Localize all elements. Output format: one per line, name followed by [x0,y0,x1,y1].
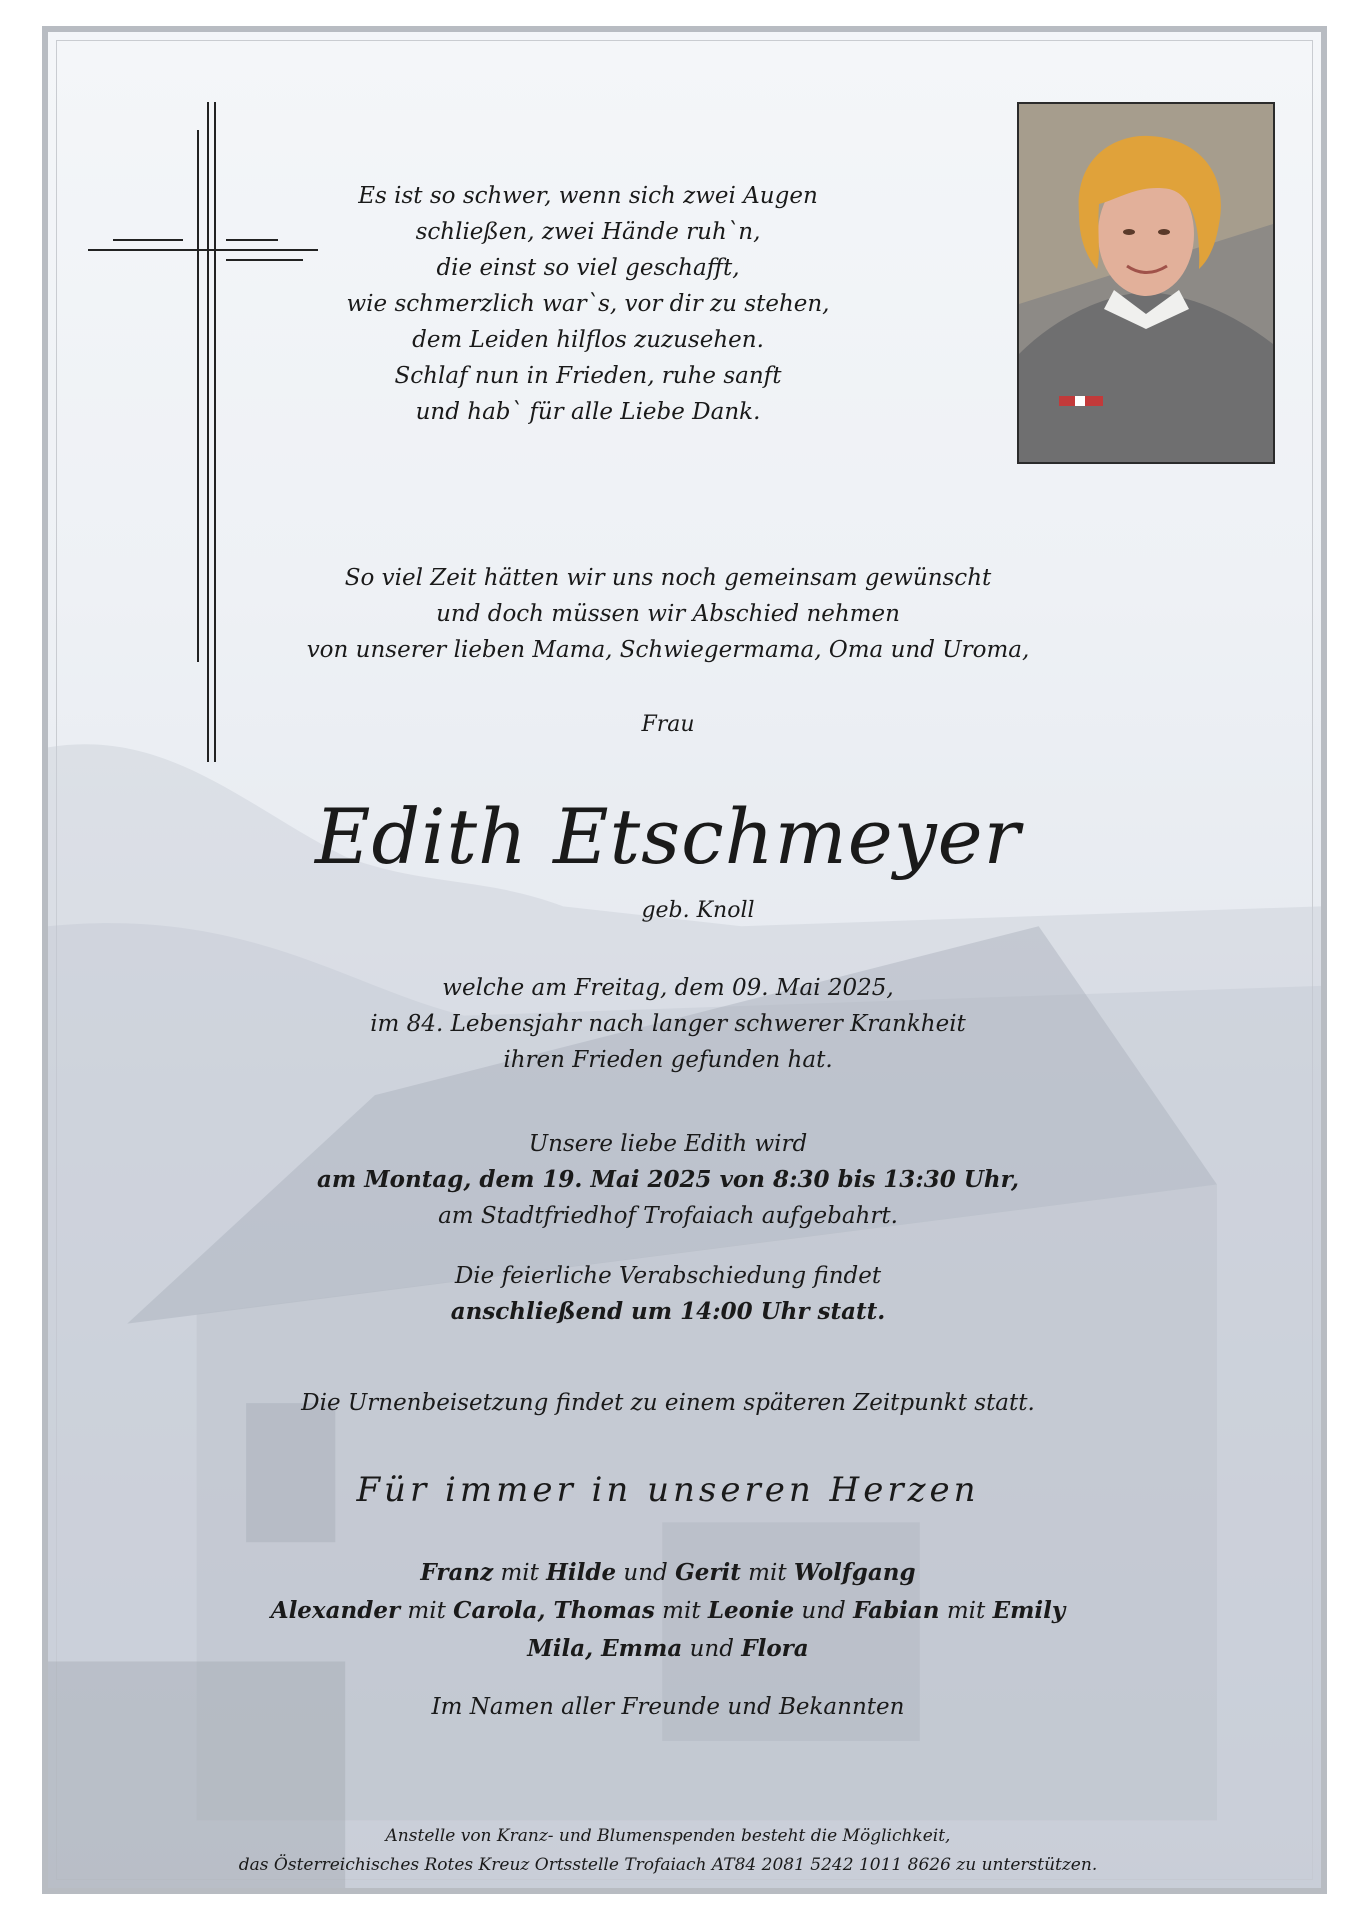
family-connector: mit [740,1560,794,1586]
intro-line: und doch müssen wir Abschied nehmen [436,601,900,627]
family-member-name: Leonie [707,1597,795,1624]
family-member-name: Carola, Thomas [453,1597,655,1624]
donation-line: Anstelle von Kranz- und Blumenspenden besteht die Möglichkeit, [385,1826,951,1846]
family-member-name: Hilde [546,1559,617,1586]
family-member-name: Flora [741,1635,809,1662]
portrait-photo [1017,102,1275,464]
viewing-time: am Montag, dem 19. Mai 2025 von 8:30 bis 13:30 Uhr, [316,1166,1020,1193]
family-connector: und [794,1598,854,1624]
family-connector: und [616,1560,676,1586]
ceremony-info [258,1258,1078,1330]
donation-line: das Österreichisches Rotes Kreuz Ortsstelle Trofaiach AT84 2081 5242 1011 8626 zu unterstützen. [238,1855,1098,1875]
poem-line: wie schmerzlich war`s, vor dir zu stehen, [346,291,830,317]
family-member-name: Mila, Emma [527,1635,683,1662]
deceased-name: Edith Etschmeyer [315,792,1021,881]
motto: Für immer in unseren Herzen [356,1470,980,1510]
family-member-name: Emily [992,1597,1066,1624]
ceremony-time: anschließend um 14:00 Uhr statt. [450,1298,886,1325]
family-line [188,1630,1148,1668]
death-line: ihren Frieden gefunden hat. [503,1047,833,1073]
family-list [188,1554,1148,1668]
urn-info: Die Urnenbeisetzung findet zu einem späteren Zeitpunkt statt. [301,1390,1035,1416]
viewing-location: am Stadtfriedhof Trofaiach aufgebahrt. [438,1203,898,1229]
family-member-name: Fabian [853,1597,940,1624]
poem-line: Schlaf nun in Frieden, ruhe sanft [394,363,782,389]
family-member-name: Wolfgang [793,1559,916,1586]
birth-name: geb. Knoll [641,898,755,923]
viewing-line: Unsere liebe Edith wird [528,1131,808,1157]
family-line [188,1592,1148,1630]
poem-line: Es ist so schwer, wenn sich zwei Augen [358,183,818,209]
poem-line: dem Leiden hilflos zuzusehen. [412,327,764,353]
family-member-name: Franz [420,1559,494,1586]
death-notice [258,970,1078,1078]
obituary-card [42,26,1327,1894]
family-connector: mit [654,1598,708,1624]
family-connector: mit [939,1598,993,1624]
death-line: im 84. Lebensjahr nach langer schwerer Krankheit [370,1011,966,1037]
poem-line: schließen, zwei Hände ruh`n, [415,219,761,245]
family-connector: und [682,1636,742,1662]
friends-line: Im Namen aller Freunde und Bekannten [431,1694,905,1720]
donation-note [128,1822,1208,1880]
viewing-info [208,1126,1128,1234]
death-line: welche am Freitag, dem 09. Mai 2025, [442,975,894,1001]
family-connector: mit [400,1598,454,1624]
family-member-name: Alexander [270,1597,401,1624]
poem-line: und hab` für alle Liebe Dank. [415,399,761,425]
intro-line: von unserer lieben Mama, Schwiegermama, Oma und Uroma, [306,637,1030,663]
intro-text [258,560,1078,668]
poem-line: die einst so viel geschafft, [436,255,740,281]
intro-line: So viel Zeit hätten wir uns noch gemeinsam gewünscht [344,565,992,591]
family-member-name: Gerit [675,1559,741,1586]
family-connector: mit [493,1560,547,1586]
poem [228,178,948,430]
family-line [188,1554,1148,1592]
ceremony-line: Die feierliche Verabschiedung findet [454,1263,882,1289]
salutation: Frau [641,712,695,737]
